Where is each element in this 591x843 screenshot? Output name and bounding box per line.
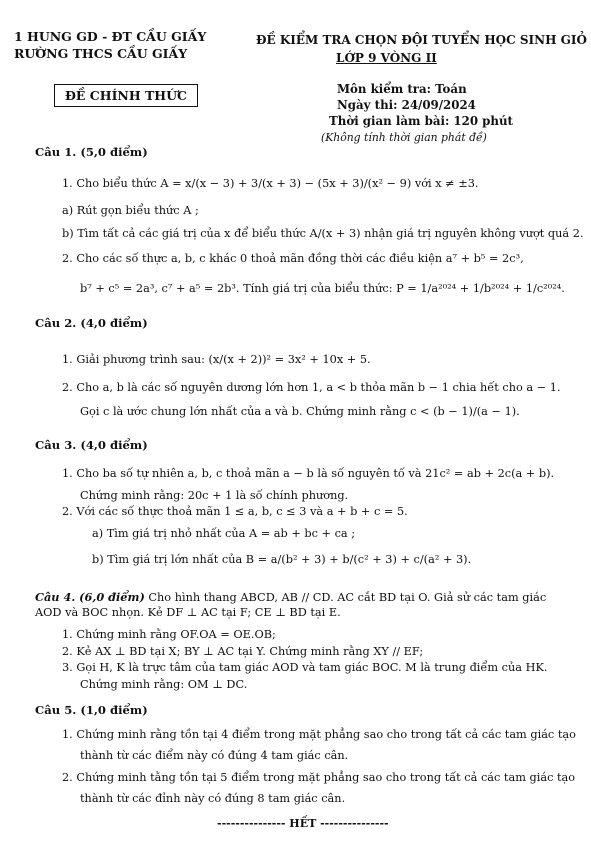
end-mark: --------------- HẾT ---------------	[217, 817, 389, 830]
question-2-part-1: 1. Giải phương trình sau: (x/(x + 2))² = 3x² + 10x + 5.	[62, 353, 371, 366]
question-1-part-1b: b) Tìm tất cả các giá trị của x để biểu thức A/(x + 3) nhận giá trị nguyên không vượt quá 2.	[62, 227, 584, 240]
question-1-title: Câu 1. (5,0 điểm)	[35, 145, 148, 159]
question-5-part-2-line1: 2. Chứng minh tằng tồn tại 5 điểm trong mặt phẳng sao cho trong tất cả các tam giác tạo	[62, 771, 576, 784]
question-4-intro-line1	[35, 590, 546, 604]
question-2-title: Câu 2. (4,0 điểm)	[35, 316, 148, 330]
question-2-part-2-line1: 2. Cho a, b là các số nguyên dương lớn hơn 1, a < b thỏa mãn b − 1 chia hết cho a − 1.	[62, 381, 561, 394]
question-3-part-1-line1: 1. Cho ba số tự nhiên a, b, c thoả mãn a − b là số nguyên tố và 21c² = ab + 2c(a + b).	[62, 467, 555, 480]
question-1-part-1a: a) Rút gọn biểu thức A ;	[62, 204, 199, 217]
question-5-part-2-line2: thành từ các đỉnh này có đúng 8 tam giác cân.	[80, 792, 346, 805]
department-name: 1 HUNG GD - ĐT CẦU GIẤY	[14, 29, 207, 44]
question-5-title: Câu 5. (1,0 điểm)	[35, 703, 148, 717]
question-1-part-1: 1. Cho biểu thức A = x/(x − 3) + 3/(x + 3) − (5x + 3)/(x² − 9) với x ≠ ±3.	[62, 177, 479, 190]
school-name: RƯỜNG THCS CẦU GIẤY	[14, 46, 188, 61]
question-4-part-3-line1: 3. Gọi H, K là trực tâm của tam giác AOD và tam giác BOC. M là trung điểm của HK.	[62, 661, 548, 674]
question-3-part-1-line2: Chứng minh rằng: 20c + 1 là số chính phương.	[80, 489, 349, 502]
exam-date: Ngày thi: 24/09/2024	[337, 98, 476, 112]
question-2-part-2-line2: Gọi c là ước chung lớn nhất của a và b. Chứng minh rằng c < (b − 1)/(a − 1).	[80, 405, 520, 418]
question-3-part-2b: b) Tìm giá trị lớn nhất của B = a/(b² + 3) + b/(c² + 3) + c/(a² + 3).	[92, 553, 472, 566]
question-4-part-1: 1. Chứng minh rằng OF.OA = OE.OB;	[62, 628, 276, 641]
exam-subtitle: LỚP 9 VÒNG II	[336, 51, 437, 65]
question-3-title: Câu 3. (4,0 điểm)	[35, 438, 148, 452]
subject: Môn kiểm tra: Toán	[337, 82, 467, 96]
question-4-intro-line2: AOD và BOC nhọn. Kẻ DF ⊥ AC tại F; CE ⊥ BD tại E.	[35, 606, 341, 619]
question-3-part-2a: a) Tìm giá trị nhỏ nhất của A = ab + bc + ca ;	[92, 527, 356, 540]
question-4-intro-text: Cho hình thang ABCD, AB // CD. AC cắt BD tại O. Giả sử các tam giác	[144, 591, 547, 604]
question-4-part-3-line2: Chứng minh rằng: OM ⊥ DC.	[80, 678, 248, 691]
question-4-title: Câu 4. (6,0 điểm)	[35, 590, 145, 604]
official-label: ĐỀ CHÍNH THỨC	[54, 84, 198, 107]
question-1-part-2-line2: b⁷ + c⁵ = 2a³, c⁷ + a⁵ = 2b³. Tính giá trị của biểu thức: P = 1/a²⁰²⁴ + 1/b²⁰²⁴ + 1/c²⁰²⁴.	[80, 282, 565, 295]
exam-duration: Thời gian làm bài: 120 phút	[329, 114, 514, 128]
question-4-part-2: 2. Kẻ AX ⊥ BD tại X; BY ⊥ AC tại Y. Chứng minh rằng XY // EF;	[62, 645, 424, 658]
question-3-part-2: 2. Với các số thực thoả mãn 1 ≤ a, b, c ≤ 3 và a + b + c = 5.	[62, 505, 408, 518]
duration-note: (Không tính thời gian phát đề)	[321, 131, 487, 144]
exam-title: ĐỀ KIỂM TRA CHỌN ĐỘI TUYỂN HỌC SINH GIỎ	[256, 33, 587, 47]
question-5-part-1-line1: 1. Chứng minh rằng tồn tại 4 điểm trong mặt phẳng sao cho trong tất cả các tam giác tạo	[62, 728, 576, 741]
question-1-part-2-line1: 2. Cho các số thực a, b, c khác 0 thoả mãn đồng thời các điều kiện a⁷ + b⁵ = 2c³,	[62, 252, 524, 265]
question-5-part-1-line2: thành từ các điểm này có đúng 4 tam giác cân.	[80, 749, 349, 762]
